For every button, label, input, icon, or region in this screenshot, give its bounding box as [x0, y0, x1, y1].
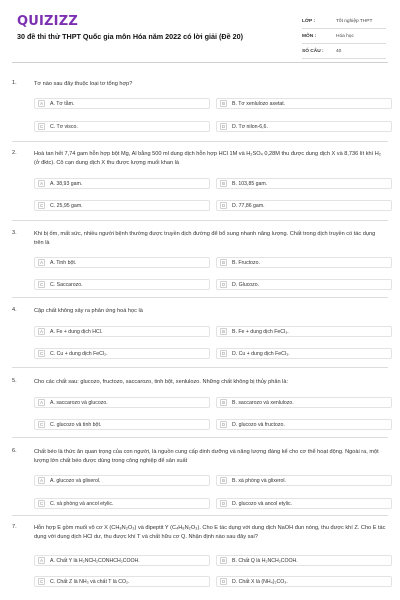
option-b[interactable]	[216, 397, 392, 408]
meta-row-class	[302, 14, 386, 29]
option-text: C. Chất Z là NH₃ và chất T là CO₂.	[50, 578, 130, 585]
option-badge: A	[38, 180, 45, 187]
option-badge: D	[221, 351, 226, 356]
option-badge: A	[38, 477, 45, 484]
option-text: B. saccarozo và xenlulozo.	[232, 399, 294, 406]
option-d[interactable]	[216, 576, 392, 587]
question-number: 2.	[12, 150, 17, 156]
meta-table	[302, 14, 386, 59]
question-divider	[12, 141, 388, 142]
option-text: C. 25,95 gam.	[50, 202, 83, 209]
option-badge: A	[38, 259, 45, 266]
option-c[interactable]	[34, 121, 210, 132]
option-badge: C	[39, 422, 44, 427]
question-divider	[12, 367, 388, 368]
option-b[interactable]	[216, 178, 392, 189]
question-divider	[12, 515, 388, 516]
option-text: B. Fe + dung dịch FeCl₃.	[232, 328, 289, 335]
option-badge: A	[38, 557, 45, 564]
option-b[interactable]	[216, 98, 392, 109]
option-text: D. Tơ nilon-6,6.	[232, 123, 268, 130]
option-text: C. glucozo và tinh bột.	[50, 421, 102, 428]
option-badge: A	[38, 399, 45, 406]
option-badge: C	[39, 579, 44, 584]
option-badge: B	[220, 100, 227, 107]
option-b[interactable]	[216, 555, 392, 566]
option-badge: D	[221, 501, 226, 506]
option-text: C. xà phòng và ancol etylic.	[50, 500, 114, 507]
option-text: B. Fructozo.	[232, 259, 260, 266]
question-text: Cặp chất không xảy ra phản ứng hoá học là	[34, 308, 143, 314]
option-c[interactable]	[34, 576, 210, 587]
question-number: 7.	[12, 524, 17, 530]
meta-row-subject	[302, 29, 386, 44]
option-b[interactable]	[216, 257, 392, 268]
option-a[interactable]	[34, 178, 210, 189]
option-badge: D	[221, 579, 226, 584]
question-number: 6.	[12, 448, 17, 454]
option-d[interactable]	[216, 121, 392, 132]
meta-key: MÔN :	[302, 33, 317, 39]
option-b[interactable]	[216, 326, 392, 337]
option-badge: D	[221, 124, 226, 129]
option-d[interactable]	[216, 279, 392, 290]
option-text: B. Tơ xenlulozo axetat.	[232, 100, 286, 107]
option-c[interactable]	[34, 498, 210, 509]
option-a[interactable]	[34, 257, 210, 268]
option-a[interactable]	[34, 555, 210, 566]
option-text: D. glucozo và fructozo.	[232, 421, 285, 428]
option-b[interactable]	[216, 475, 392, 486]
quizizz-logo	[17, 14, 78, 29]
question-number: 1.	[12, 80, 17, 86]
question-number: 5.	[12, 378, 17, 384]
option-badge: B	[220, 180, 227, 187]
option-text: A. 38,93 gam.	[50, 180, 83, 187]
option-badge: C	[39, 124, 44, 129]
question-text: Chất béo là thức ăn quan trọng của con người, là nguồn cung cấp dinh dưỡng và năng lượng đáng kể cho cơ thể hoạt động. Ngoài ra, một lượng lớn chất béo được dùng trong công nghiệp để sản xuất	[34, 449, 379, 464]
option-d[interactable]	[216, 348, 392, 359]
option-text: B. 103,85 gam.	[232, 180, 268, 187]
option-a[interactable]	[34, 475, 210, 486]
meta-value: Hóa học	[336, 33, 354, 39]
meta-key: LỚP :	[302, 18, 316, 24]
option-d[interactable]	[216, 419, 392, 430]
question-text: Khi bị ốm, mất sức, nhiều người bệnh thường được truyền dịch đường để bổ sung nhanh năng lượng. Chất trong dịch truyền có tác dụng trên là	[34, 231, 376, 246]
option-c[interactable]	[34, 419, 210, 430]
option-text: A. Chất Y là H₂NCH₂CONHCH₂COOH.	[50, 557, 140, 564]
meta-key: SỐ CÂU :	[302, 48, 324, 54]
option-text: A. Tơ tằm.	[50, 100, 75, 107]
option-badge: D	[221, 282, 226, 287]
option-badge: C	[39, 501, 44, 506]
option-text: D. 77,86 gam.	[232, 202, 265, 209]
option-text: B. Chất Q là H₂NCH₂COOH.	[232, 557, 298, 564]
option-text: C. Tơ visco.	[50, 123, 78, 130]
meta-row-count	[302, 44, 386, 59]
question-divider	[12, 297, 388, 298]
question-number: 3.	[12, 230, 17, 236]
option-badge: B	[220, 477, 227, 484]
question-number: 4.	[12, 307, 17, 313]
option-text: D. Glucozo.	[232, 281, 260, 288]
question-text: Hoà tan hết 7,74 gam hỗn hợp bột Mg, Al bằng 500 ml dung dịch hỗn hợp HCl 1M và H₂SO₄ 0,28M thu được dung dịch X và 8,736 lít khí H₂ (ở đktc). Cô cạn dung dịch X thu được lượng muối khan là	[34, 151, 381, 166]
meta-value: Tốt nghiệp THPT	[336, 18, 373, 24]
option-d[interactable]	[216, 498, 392, 509]
option-text: A. saccarozo và glucozo.	[50, 399, 108, 406]
question-text: Cho các chất sau: glucozo, fructozo, saccarozo, tinh bột, xenlulozo. Những chất không bị thủy phân là:	[34, 379, 289, 385]
header-divider	[12, 62, 388, 63]
option-text: C. Cu + dung dịch FeCl₂.	[50, 350, 108, 357]
option-a[interactable]	[34, 326, 210, 337]
option-text: B. xà phòng và glixerol.	[232, 477, 286, 484]
option-text: C. Saccarozo.	[50, 281, 83, 288]
meta-value: 40	[336, 48, 342, 54]
option-badge: A	[38, 100, 45, 107]
option-badge: D	[221, 422, 226, 427]
logo-text: QUIZIZZ	[17, 14, 78, 29]
question-text: Hỗn hợp E gồm muối vô cơ X (CH₈N₂O₃) và đipeptit Y (C₄H₈N₂O₃). Cho E tác dụng với dung dịch NaOH đun nóng, thu được khí Z. Cho E tác dụng với dung dịch HCl dư, thu được khí T và chất hữu cơ Q. Nhận định nào sau đây sai?	[34, 525, 386, 540]
option-badge: B	[220, 259, 227, 266]
option-badge: B	[220, 399, 227, 406]
option-a[interactable]	[34, 98, 210, 109]
option-badge: D	[221, 203, 226, 208]
option-c[interactable]	[34, 348, 210, 359]
option-text: A. Tinh bột.	[50, 259, 77, 266]
option-a[interactable]	[34, 397, 210, 408]
option-badge: B	[220, 557, 227, 564]
question-divider	[12, 220, 388, 221]
question-divider	[12, 437, 388, 438]
option-badge: C	[39, 203, 44, 208]
option-text: D. Chất X là (NH₄)₂CO₃.	[232, 578, 288, 585]
option-badge: B	[220, 328, 227, 335]
option-text: D. Cu + dung dịch FeCl₃.	[232, 350, 290, 357]
option-text: A. Fe + dung dịch HCl.	[50, 328, 103, 335]
option-d[interactable]	[216, 200, 392, 211]
option-text: A. glucozo và glixerol.	[50, 477, 101, 484]
option-c[interactable]	[34, 279, 210, 290]
option-c[interactable]	[34, 200, 210, 211]
option-text: D. glucozo và ancol etylic.	[232, 500, 292, 507]
option-badge: A	[38, 328, 45, 335]
question-text: Tơ nào sau đây thuộc loại tơ tổng hợp?	[34, 81, 133, 87]
option-badge: C	[39, 351, 44, 356]
option-badge: C	[39, 282, 44, 287]
document-title: 30 đề thi thử THPT Quốc gia môn Hóa năm 2022 có lời giải (Đề 20)	[17, 32, 243, 41]
